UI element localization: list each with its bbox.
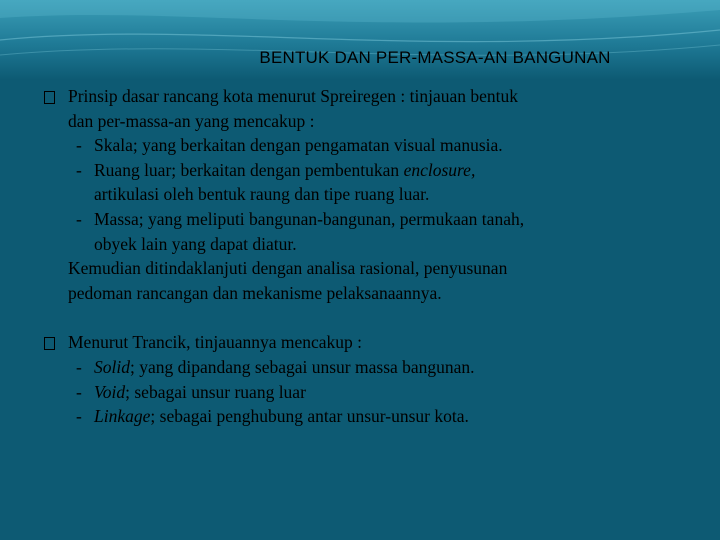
- list-item: [68, 207, 690, 256]
- list-item: [68, 158, 690, 207]
- item-term: enclosure,: [403, 159, 476, 180]
- dash-marker: -: [76, 406, 82, 427]
- intro-line: dan per-massa-an yang mencakup :: [68, 110, 315, 131]
- intro-line: Menurut Trancik, tinjauannya mencakup :: [68, 332, 363, 353]
- item-text: Massa; yang meliputi bangunan-bangunan, permukaan tanah,: [94, 208, 525, 229]
- dash-marker: -: [76, 208, 82, 229]
- item-text-part: Ruang luar; berkaitan dengan pembentukan: [94, 159, 404, 180]
- item-text: [94, 380, 690, 405]
- item-text-part: ; sebagai penghubung antar unsur-unsur kota.: [150, 406, 469, 427]
- closing-line: Kemudian ditindaklanjuti dengan analisa rasional, penyusunan: [68, 258, 508, 279]
- item-term: Void: [94, 381, 126, 402]
- dash-marker: -: [76, 381, 82, 402]
- item-text: [94, 404, 690, 429]
- intro-line: Prinsip dasar rancang kota menurut Spreiregen : tinjauan bentuk: [68, 86, 519, 106]
- item-text-continued: artikulasi oleh bentuk raung dan tipe ruang luar.: [94, 184, 430, 205]
- item-term: Solid: [94, 356, 130, 377]
- slide-body: [40, 84, 690, 429]
- bullet-icon: [40, 330, 60, 355]
- slide-title: BENTUK DAN PER-MASSA-AN BANGUNAN: [259, 48, 611, 67]
- list-item: [68, 380, 690, 405]
- item-text-part: ; yang dipandang sebagai unsur massa bangunan.: [129, 356, 475, 377]
- bullet-icon: [40, 84, 60, 109]
- decorative-wave: [0, 0, 720, 80]
- list-item: [68, 355, 690, 380]
- section-gap: [40, 305, 690, 330]
- dash-marker: -: [76, 159, 82, 180]
- closing-line: pedoman rancangan dan mekanisme pelaksanaannya.: [68, 282, 442, 303]
- section-spreiregen: [40, 84, 690, 305]
- dash-marker: -: [76, 356, 82, 377]
- list-item: [68, 133, 690, 158]
- dash-marker: -: [76, 135, 82, 156]
- section-trancik: [40, 330, 690, 428]
- item-text: [94, 158, 690, 183]
- item-term: Linkage: [94, 406, 151, 427]
- item-text: Skala; yang berkaitan dengan pengamatan visual manusia.: [94, 135, 503, 156]
- item-text-part: ; sebagai unsur ruang luar: [125, 381, 306, 402]
- item-text: [94, 355, 690, 380]
- item-text-continued: obyek lain yang dapat diatur.: [94, 233, 297, 254]
- list-item: [68, 404, 690, 429]
